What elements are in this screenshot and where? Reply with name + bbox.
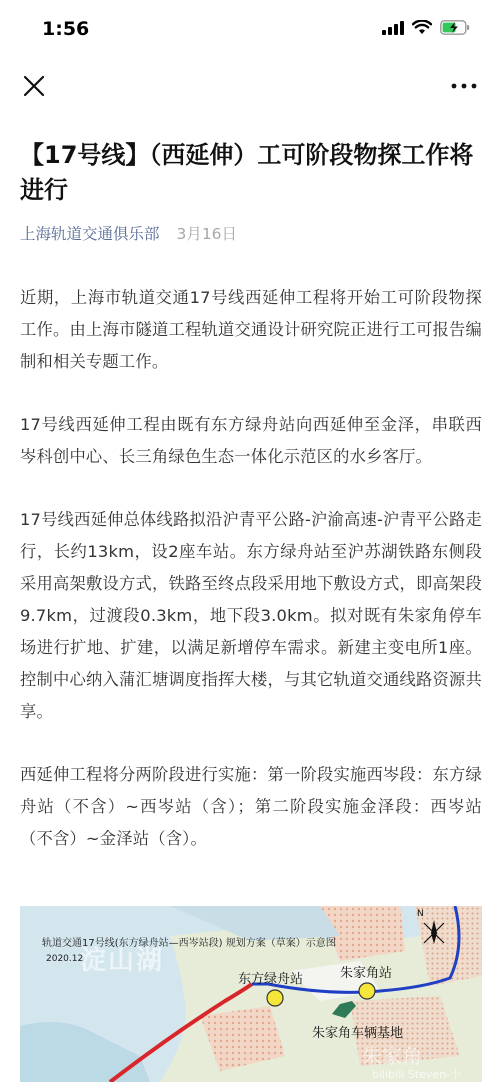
nav-bar (0, 60, 500, 110)
route-map-image[interactable] (20, 906, 482, 1082)
more-icon (448, 70, 480, 102)
close-icon (18, 70, 50, 102)
article-content (20, 282, 482, 886)
watermark-text: 朱家角 (362, 1044, 422, 1068)
status-icons (382, 20, 470, 35)
publish-date: 3月16日 (176, 225, 238, 243)
status-bar (0, 0, 500, 60)
paragraph: 西延伸工程将分两阶段进行实施：第一阶段实施西岑段：东方绿舟站（不含）~西岑站（含）；第二阶段实施金泽段：西岑站（不含）~金泽站（含）。 (20, 765, 482, 848)
lake-label: 淀山湖 (80, 946, 165, 976)
close-button[interactable] (18, 70, 50, 102)
article-title: 【17号线】（西延伸）工可阶段物探工作将进行 (20, 141, 474, 204)
depot-label: 朱家角车辆基地 (312, 1026, 404, 1041)
station-marker-dongfanglvzhou[interactable] (267, 990, 283, 1006)
more-button[interactable] (448, 70, 480, 102)
paragraph: 近期，上海市轨道交通17号线西延伸工程将开始工可阶段物探工作。由上海市隧道工程轨道交通设计研究院正进行工可报告编制和相关专题工作。 (20, 288, 482, 371)
battery-charging-icon (440, 20, 470, 35)
paragraph: 17号线西延伸工程由既有东方绿舟站向西延伸至金泽，串联西岑科创中心、长三角绿色生态一体化示范区的水乡客厅。 (20, 415, 482, 466)
map-date: 2020.12 (46, 954, 84, 964)
station-label-dongfanglvzhou: 东方绿舟站 (238, 972, 304, 987)
article-meta (20, 222, 237, 244)
station-marker-zhujiajiao[interactable] (359, 983, 375, 999)
compass-label: N (417, 909, 424, 919)
watermark-bilibili: bilibili Steven-小 (372, 1068, 462, 1081)
paragraph: 17号线西延伸总体线路拟沿沪青平公路-沪渝高速-沪青平公路走行，长约13km，设2座车站。东方绿舟站至沪苏湖铁路东侧段采用高架敷设方式，铁路至终点段采用地下敷设方式，即高架段9.7km，过渡段0.3km，地下段3.0km。拟对既有朱家角停车场进行扩地、扩建，以满足新增停车需求。新建主变电所1座。控制中心纳入蒲汇塘调度指挥大楼，与其它轨道交通线路资源共享。 (20, 510, 482, 721)
station-label-zhujiajiao: 朱家角站 (340, 966, 393, 981)
map-title: 轨道交通17号线(东方绿舟站—西岑站段) 规划方案（草案）示意图 (42, 938, 336, 949)
signal-icon (382, 21, 404, 35)
account-name-link[interactable]: 上海轨道交通俱乐部 (20, 225, 160, 243)
wifi-icon (412, 20, 432, 35)
status-time: 1:56 (42, 18, 90, 40)
